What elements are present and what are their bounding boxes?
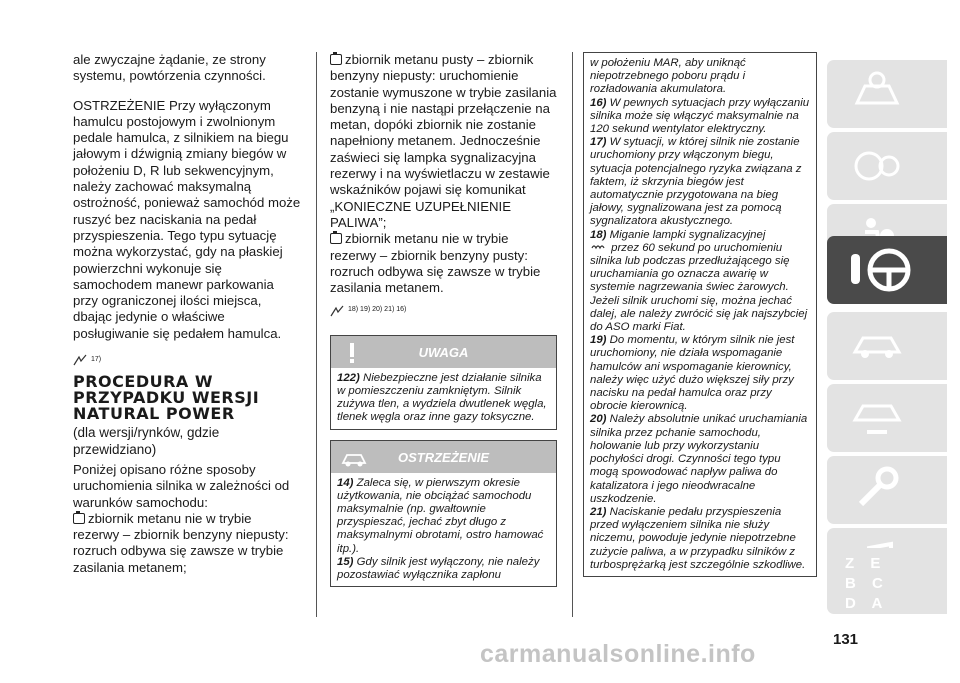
glow-plug-icon (590, 242, 608, 252)
footnote-refs (73, 352, 301, 368)
uwaga-header (331, 336, 556, 368)
list-item (330, 52, 557, 231)
paragraph: ale zwyczajne żądanie, ze strony systemu, powtórzenia czynności. (73, 52, 266, 84)
footnote-ref: 18) 19) 20) 21) 16) (348, 306, 407, 314)
note-number: 16) (590, 96, 607, 109)
car-crash-icon (847, 320, 907, 370)
lightning-icon (330, 305, 344, 317)
note-text: w położeniu MAR, aby uniknąć niepotrzebnego poboru prądu i rozładowania akumulatora. (590, 57, 746, 96)
note-text: Zaleca się, w pierwszym okresie użytkowania, nie obciążać samochodu maksymalnie (np. gwałtownie przyspieszać, jechać zbyt długo z maksymalnymi obrotami, ostro hamować itp.). (337, 476, 544, 555)
paragraph-warning: OSTRZEŻENIE Przy wyłączonym hamulcu postojowym i zwolnionym pedale hamulca, z silnikiem na biegu jałowym i dźwignią zmiany biegów w położeniu D, R lub sekwencyjnym, należy zachować maksymalną ostrożność, ponieważ samochód może ruszyć bez naciskania na pedał przyspieszenia. Tego typu sytuację można wykorzystać, gdy na płaskiej powierzchni wykonuje się samochodem manewr parkowania przy ograniczonej ilości miejsca, dbając jedynie o właściwe posługiwanie się pedałem hamulca. (73, 97, 301, 341)
column-left (73, 52, 301, 576)
key-steering-wheel-icon (847, 244, 917, 296)
car-lift-icon (847, 392, 907, 442)
chapter-tab-dashboard-knowledge[interactable] (827, 132, 947, 200)
car-info-icon (847, 68, 907, 118)
ostrzezenie-title: OSTRZEŻENIE (397, 449, 489, 465)
instruments-icon (847, 140, 907, 190)
note-text: W sytuacji, w której silnik nie zostanie uruchomiony przy włączonym biegu, sytuacja potencjalnego ryzyka związana z faktem, iż skrzynia biegów jest automatycznie przygotowana na bieg jałowy, sygnalizowana jest za pomocą sygnalizatora akustycznego. (590, 136, 802, 228)
note-text: Niebezpieczne jest działanie silnika w pomieszczeniu zamkniętym. Silnik zużywa tlen, a wydziela dwutlenek węgla, tlenek węgla oraz inne gazy toksyczne. (337, 371, 547, 424)
uwaga-body (331, 368, 556, 429)
uwaga-title: UWAGA (418, 344, 469, 360)
chapter-tab-starting-driving[interactable] (827, 236, 947, 304)
ostrzezenie-body (331, 473, 556, 587)
note-text: Miganie lampki sygnalizacyjnej (609, 228, 766, 241)
note-number: 15) (337, 555, 354, 568)
note-number: 21) (590, 505, 607, 518)
fuel-tank-icon (330, 233, 342, 244)
note-text: Do momentu, w którym silnik nie jest uruchomiony, nie działa wspomaganie hamulców ani wspomaganie kierownicy, należy więc użyć dużo większej siły przy nacisku na pedał hamulca oraz przy obrocie kierownicą. (590, 334, 795, 413)
note-number: 122) (337, 371, 360, 384)
note-text: Gdy silnik jest wyłączony, nie należy pozostawiać wyłącznika zapłonu (337, 555, 540, 581)
footnote-refs (330, 302, 557, 318)
footnote-ref: 17) (91, 356, 102, 364)
paragraph-note: (dla wersji/rynków, gdzie przewidziano) (73, 425, 220, 457)
page-number: 131 (833, 631, 859, 648)
note-text: Naciskanie pedału przyspieszenia przed wyłączeniem silnika nie służy niczemu, powoduje jedynie niepotrzebne zużycie paliwa, a w przypadku silników z turbosprężarką jest szczególnie szkodliwe. (590, 505, 806, 571)
note-number: 14) (337, 476, 354, 489)
list-item-text: zbiornik metanu nie w trybie rezerwy – zbiornik benzyny pusty: rozruch odbywa się zawsze w trybie zasilania metanem. (330, 231, 541, 296)
note-number: 18) (590, 228, 607, 241)
note-number: 19) (590, 334, 607, 347)
list-item (73, 511, 301, 576)
lightning-icon (73, 354, 87, 366)
list-item (330, 231, 557, 296)
ostrzezenie-header (331, 441, 556, 473)
paragraph: Poniżej opisano różne sposoby uruchomienia silnika w zależności od warunków samochodu: (73, 461, 290, 510)
column-middle (330, 52, 557, 587)
fuel-tank-icon (330, 54, 342, 65)
index-letters: Z E B C D A T (845, 555, 889, 632)
wrench-icon (847, 464, 907, 514)
note-text: W pewnych sytuacjach przy wyłączaniu silnika może się włączyć maksymalnie na 120 sekund wentylator elektryczny. (590, 96, 810, 136)
column-divider (572, 52, 573, 617)
uwaga-box (330, 335, 557, 430)
list-item-text: zbiornik metanu pusty – zbiornik benzyny niepusty: uruchomienie zostanie wymuszone w trybie zasilania benzyną i nie nastąpi przełączenie na metan, dopóki zbiornik nie zostanie napełniony metanem. Jednocześnie zaświeci się lampka sygnalizacyjna rezerwy i na wyświetlaczu w zestawie wskaźników pojawi się komunikat „KONIECZNE UZUPEŁNIENIE PALIWA”; (330, 52, 557, 230)
list-item-text: zbiornik metanu nie w trybie rezerwy – zbiornik benzyny niepusty: rozruch odbywa się zawsze w trybie zasilania metanem; (73, 510, 289, 575)
column-divider (316, 52, 317, 617)
note-number: 20) (590, 413, 607, 426)
column-right (583, 52, 817, 577)
note-text: przez 60 sekund po uruchomieniu silnika lub podczas przedłużającego się uruchamiania go oznacza awarię w systemie nagrzewania świec żarowych. Jeżeli silnik uruchomi się, można jechać dalej, ale należy zwrócić się jak najszybciej do ASO marki Fiat. (590, 241, 808, 334)
chapter-tab-index[interactable] (827, 548, 947, 632)
chapter-tab-maintenance[interactable] (827, 456, 947, 524)
watermark: carmanualsonline.info (480, 640, 756, 668)
chapter-tab-dashboard[interactable] (827, 60, 947, 128)
notes-continuation-box (583, 52, 817, 577)
chapter-tab-warning-lights[interactable] (827, 312, 947, 380)
ostrzezenie-box (330, 440, 557, 588)
section-heading: PROCEDURA W PRZYPADKU WERSJI NATURAL POWER (73, 372, 260, 424)
note-number: 17) (590, 136, 607, 149)
note-text: Należy absolutnie unikać uruchamiania silnika przez pchanie samochodu, holowanie lub przy wykorzystaniu pochyłości drogi. Czynności tego typu mogą spowodować napływ paliwa do katalizatora i jego nieodwracalne uszkodzenie. (590, 413, 808, 505)
fuel-tank-icon (73, 513, 85, 524)
chapter-tab-emergency[interactable] (827, 384, 947, 452)
